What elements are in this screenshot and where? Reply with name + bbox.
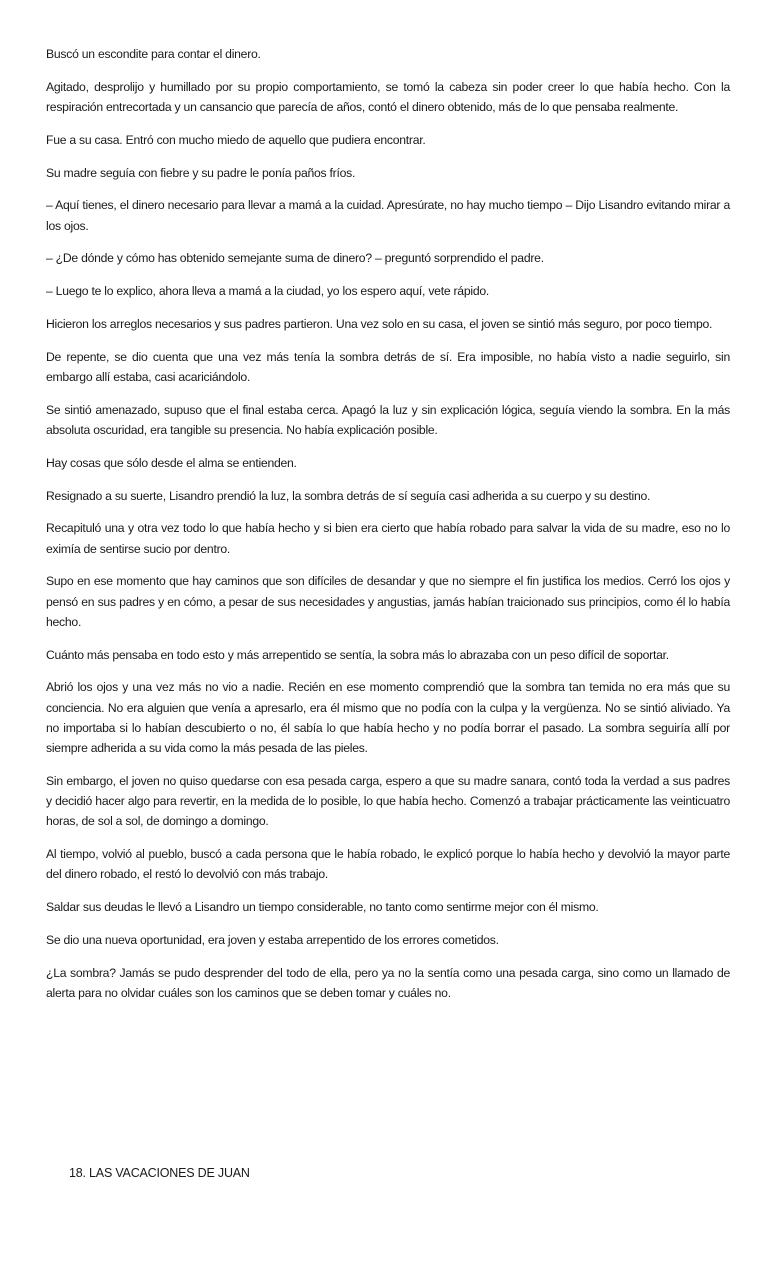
- paragraph: Hay cosas que sólo desde el alma se entienden.: [46, 455, 297, 470]
- paragraph: – Luego te lo explico, ahora lleva a mamá a la ciudad, yo los espero aquí, vete rápido.: [46, 284, 490, 299]
- paragraph: Saldar sus deudas le llevó a Lisandro un tiempo considerable, no tanto como sentirme mejor con él mismo.: [46, 899, 599, 914]
- paragraph: Buscó un escondite para contar el dinero.: [46, 47, 261, 61]
- paragraph: Recapituló una y otra vez todo lo que había hecho y si bien era cierto que había robado para salvar la vida de su madre, eso no lo eximía de sentirse sucio por dentro.: [46, 521, 730, 556]
- paragraph: Cuánto más pensaba en todo esto y más arrepentido se sentía, la sobra más lo abrazaba con un peso difícil de soportar.: [46, 647, 669, 662]
- paragraph: Hicieron los arreglos necesarios y sus padres partieron. Una vez solo en su casa, el joven se sintió más seguro, por poco tiempo.: [46, 316, 713, 331]
- paragraph: ¿La sombra? Jamás se pudo desprender del todo de ella, pero ya no la sentía como una pesada carga, sino como un llamado de alerta para no olvidar cuáles son los caminos que se deben tomar y cuáles no.: [46, 965, 730, 1000]
- paragraph: Abrió los ojos y una vez más no vio a nadie. Recién en ese momento comprendió que la sombra tan temida no era más que su conciencia. No era alguien que venía a apresarlo, era él mismo que no podía con la culpa y la vergüenza. No se sintió aliviado. Ya no importaba si lo habían descubierto o no, él sabía lo que había hecho y no podía borrar el pasado. La sombra seguiría allí por siempre adherida a su vida como la más pesada de las pieles.: [46, 680, 730, 755]
- paragraph: Fue a su casa. Entró con mucho miedo de aquello que pudiera encontrar.: [46, 132, 426, 147]
- paragraph: Sin embargo, el joven no quiso quedarse con esa pesada carga, espero a que su madre sanara, contó toda la verdad a sus padres y decidió hacer algo para revertir, en la medida de lo posible, lo que había hecho. Comenzó a trabajar prácticamente las veinticuatro horas, de sol a sol, de domingo a domingo.: [46, 773, 730, 829]
- paragraph: Agitado, desprolijo y humillado por su propio comportamiento, se tomó la cabeza sin poder creer lo que había hecho. Con la respiración entrecortada y un cansancio que parecía de años, contó el dinero obtenido, más de lo que pensaba realmente.: [46, 79, 730, 114]
- paragraph: Al tiempo, volvió al pueblo, buscó a cada persona que le había robado, le explicó porque lo había hecho y devolvió la mayor parte del dinero robado, el restó lo devolvió con más trabajo.: [46, 846, 730, 882]
- paragraph: Su madre seguía con fiebre y su padre le ponía paños fríos.: [46, 165, 356, 180]
- paragraph: Supo en ese momento que hay caminos que son difíciles de desandar y que no siempre el fin justifica los medios. Cerró los ojos y pensó en sus padres y en cómo, a pesar de sus necesidades y angustias, jamás habían traicionado sus principios, como él lo había hecho.: [46, 574, 730, 629]
- paragraph: – Aquí tienes, el dinero necesario para llevar a mamá a la cuidad. Apresúrate, no hay mucho tiempo – Dijo Lisandro evitando mirar a los ojos.: [46, 198, 730, 233]
- paragraph: Se sintió amenazado, supuso que el final estaba cerca. Apagó la luz y sin explicación lógica, seguía viendo la sombra. En la más absoluta oscuridad, era tangible su presencia. No había explicación posible.: [46, 402, 730, 437]
- document-body: [46, 44, 730, 1016]
- paragraph: – ¿De dónde y cómo has obtenido semejante suma de dinero? – preguntó sorprendido el padre.: [46, 251, 544, 266]
- paragraph: De repente, se dio cuenta que una vez más tenía la sombra detrás de sí. Era imposible, no había visto a nadie seguirlo, sin embargo allí estaba, casi acariciándolo.: [46, 349, 730, 384]
- paragraph: Se dio una nueva oportunidad, era joven y estaba arrepentido de los errores cometidos.: [46, 932, 499, 947]
- paragraph: Resignado a su suerte, Lisandro prendió la luz, la sombra detrás de sí seguía casi adherida a su cuerpo y su destino.: [46, 488, 651, 503]
- section-heading: 18. LAS VACACIONES DE JUAN: [69, 1166, 250, 1180]
